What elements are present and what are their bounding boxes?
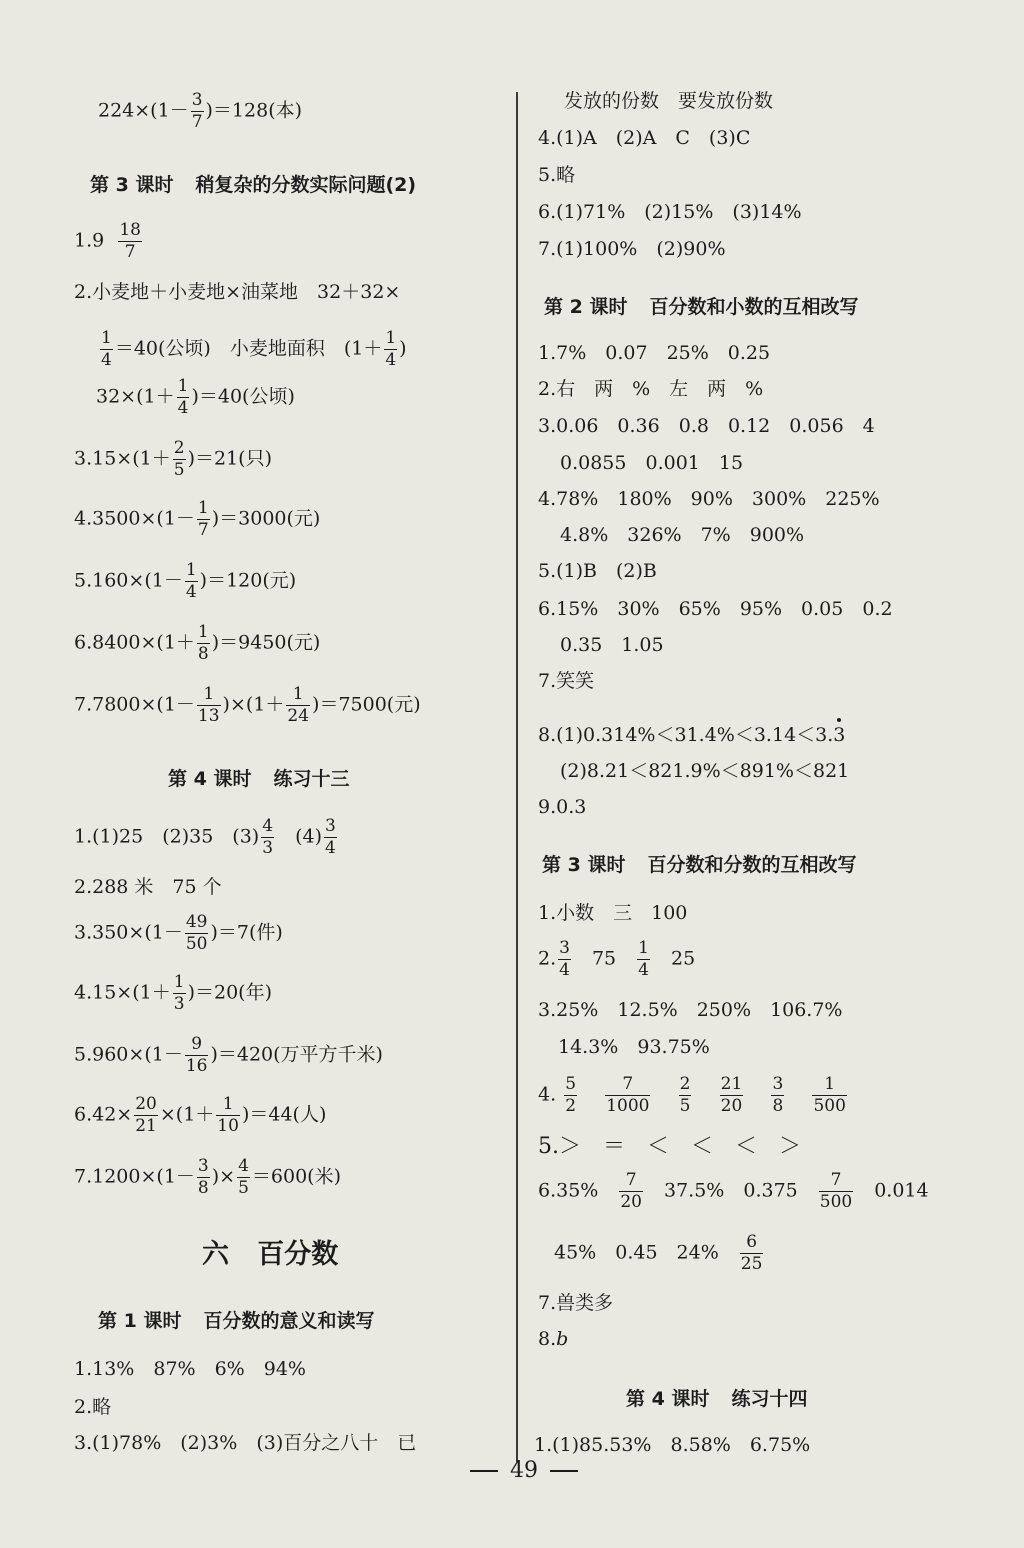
answer-line: 1.小数 三 100 xyxy=(538,902,688,924)
fraction: $\frac{1}{4}$ xyxy=(385,328,397,370)
lesson-heading: 第 3 课时 百分数和分数的互相改写 xyxy=(542,854,857,876)
answer-line: 7.兽类多 xyxy=(538,1292,614,1314)
answer-line: (2)8.21＜821.9%＜891%＜821 xyxy=(560,760,850,782)
answer-line: 5.略 xyxy=(538,164,576,186)
fraction: $\frac{1}{500}$ xyxy=(813,1074,846,1116)
fraction: $\frac{1}{13}$ xyxy=(197,684,220,726)
answer-line: 3.15×(1＋ $\frac{2}{5}$ )＝21(只) xyxy=(74,438,272,480)
fraction: $\frac{3}{7}$ xyxy=(191,90,203,132)
fraction: $\frac{21}{20}$ xyxy=(720,1074,743,1116)
answer-line: 1.(1)85.53% 8.58% 6.75% xyxy=(534,1434,811,1456)
answer-line: 5.(1)B (2)B xyxy=(538,560,657,582)
answer-line: 4.78% 180% 90% 300% 225% xyxy=(538,488,880,510)
chapter-title: 六 百分数 xyxy=(202,1239,339,1270)
answer-line: 6.35% $\frac{7}{20}$ 37.5% 0.375 $\frac{7}{500}$ 0.014 xyxy=(538,1170,929,1212)
fraction: $\frac{7}{500}$ xyxy=(819,1170,853,1212)
answer-line: 发放的份数 要发放份数 xyxy=(564,90,774,112)
answer-line: 3.25% 12.5% 250% 106.7% xyxy=(538,999,843,1021)
answer-line: 1.9 $\frac{18}{7}$ xyxy=(74,220,141,262)
answer-line: 2.略 xyxy=(74,1396,112,1418)
fraction: $\frac{1}{4}$ xyxy=(638,938,649,980)
answer-line: 4.15×(1＋ $\frac{1}{3}$ )＝20(年) xyxy=(74,972,272,1014)
fraction: $\frac{1}{4}$ xyxy=(101,328,112,370)
fraction: $\frac{7}{1000}$ xyxy=(606,1074,650,1116)
lesson-heading: 第 1 课时 百分数的意义和读写 xyxy=(98,1310,375,1332)
fraction: $\frac{6}{25}$ xyxy=(740,1232,763,1274)
lesson-heading: 第 4 课时 练习十四 xyxy=(626,1388,808,1410)
answer-line: 4.3500×(1－ $\frac{1}{7}$ )＝3000(元) xyxy=(74,498,321,540)
lesson-heading: 第 4 课时 练习十三 xyxy=(168,768,350,790)
answer-line: 2.小麦地＋小麦地×油菜地 32＋32× xyxy=(74,281,401,303)
answer-line: 32×(1＋ $\frac{1}{4}$ )＝40(公顷) xyxy=(96,376,295,418)
answer-line: 6.(1)71% (2)15% (3)14% xyxy=(538,201,802,223)
answer-line: 7.7800×(1－ $\frac{1}{13}$ )×(1＋ $\frac{1}{24}$ )＝7500(元) xyxy=(74,684,421,726)
fraction: $\frac{4}{5}$ xyxy=(238,1156,249,1198)
fraction: $\frac{1}{4}$ xyxy=(185,560,197,602)
answer-line: 8.b xyxy=(538,1328,569,1350)
answer-line: 6.15% 30% 65% 95% 0.05 0.2 xyxy=(538,598,893,620)
fraction: $\frac{2}{5}$ xyxy=(173,438,185,480)
answer-line: 5.960×(1－ $\frac{9}{16}$ )＝420(万平方千米) xyxy=(74,1034,383,1076)
lesson-heading: 第 2 课时 百分数和小数的互相改写 xyxy=(544,296,859,318)
fraction: $\frac{7}{20}$ xyxy=(620,1170,642,1212)
answer-line: 1.(1)25 (2)35 (3) $\frac{4}{3}$ (4) $\frac{3}{4}$ xyxy=(74,816,336,858)
answer-line: 3.350×(1－ $\frac{49}{50}$ )＝7(件) xyxy=(74,912,283,954)
answer-line: 5.160×(1－ $\frac{1}{4}$ )＝120(元) xyxy=(74,560,297,602)
answer-line: 2.288 米 75 个 xyxy=(74,876,222,898)
fraction: $\frac{18}{7}$ xyxy=(119,220,141,262)
fraction: $\frac{3}{4}$ xyxy=(559,938,570,980)
answer-line: 4.(1)A (2)A C (3)C xyxy=(538,127,751,149)
answer-line: 7.笑笑 xyxy=(538,670,595,692)
answer-line: 3.(1)78% (2)3% (3)百分之八十 已 xyxy=(74,1432,417,1454)
lesson-heading: 第 3 课时 稍复杂的分数实际问题(2) xyxy=(90,174,417,196)
repeating-digit: 3 xyxy=(833,724,846,746)
fraction: $\frac{1}{24}$ xyxy=(287,684,310,726)
fraction: $\frac{5}{2}$ xyxy=(565,1074,577,1116)
answer-line: 2. $\frac{3}{4}$ 75 $\frac{1}{4}$ 25 xyxy=(538,938,696,980)
answer-line: 1.7% 0.07 25% 0.25 xyxy=(538,342,771,364)
fraction: $\frac{2}{5}$ xyxy=(679,1074,691,1116)
fraction: $\frac{9}{16}$ xyxy=(185,1034,208,1076)
answer-line: 5.＞ ＝ ＜ ＜ ＜ ＞ xyxy=(538,1134,801,1159)
answer-line: 0.0855 0.001 15 xyxy=(560,452,744,474)
answer-line: 3.0.06 0.36 0.8 0.12 0.056 4 xyxy=(538,415,875,437)
fraction: $\frac{1}{8}$ xyxy=(197,622,209,664)
fraction: $\frac{3}{4}$ xyxy=(324,816,336,858)
answer-line: 6.8400×(1＋ $\frac{1}{8}$ )＝9450(元) xyxy=(74,622,321,664)
answer-line: 4. $\frac{5}{2}$ $\frac{7}{1000}$ $\frac{2}{5}$ $\frac{21}{20}$ $\frac{3}{8}$ $\frac{1}{500}$ xyxy=(538,1074,846,1116)
answer-line: 7.1200×(1－ $\frac{3}{8}$ )× $\frac{4}{5}$ ＝600(米) xyxy=(74,1156,341,1198)
fraction: $\frac{1}{4}$ xyxy=(177,376,189,418)
fraction: $\frac{1}{10}$ xyxy=(217,1094,239,1136)
fraction: $\frac{49}{50}$ xyxy=(185,912,208,954)
answer-line: $\frac{1}{4}$ ＝40(公顷) 小麦地面积 (1＋ $\frac{1}{4}$ ) xyxy=(101,328,407,370)
answer-line: 14.3% 93.75% xyxy=(558,1036,710,1058)
answer-line: 7.(1)100% (2)90% xyxy=(538,238,726,260)
answer-line: 4.8% 326% 7% 900% xyxy=(560,524,805,546)
answer-line: 6.42× $\frac{20}{21}$ ×(1＋ $\frac{1}{10}$ )＝44(人) xyxy=(74,1094,327,1136)
answer-line: 9.0.3 xyxy=(538,796,587,818)
fraction: $\frac{1}{3}$ xyxy=(173,972,185,1014)
page-number: 49 xyxy=(458,1458,590,1483)
fraction: $\frac{3}{8}$ xyxy=(772,1074,784,1116)
answer-line: 224×(1－ $\frac{3}{7}$ )＝128(本) xyxy=(98,90,303,132)
column-divider xyxy=(516,92,518,1462)
fraction: $\frac{1}{7}$ xyxy=(197,498,209,540)
answer-line: 0.35 1.05 xyxy=(560,634,664,656)
answer-line: 45% 0.45 24% $\frac{6}{25}$ xyxy=(554,1232,763,1274)
answer-line: 1.13% 87% 6% 94% xyxy=(74,1358,306,1380)
fraction: $\frac{3}{8}$ xyxy=(197,1156,209,1198)
answer-line: 8.(1)0.314%＜31.4%＜3.14＜3.3 xyxy=(538,724,846,746)
fraction: $\frac{20}{21}$ xyxy=(135,1094,157,1136)
fraction: $\frac{4}{3}$ xyxy=(262,816,274,858)
answer-line: 2.右 两 % 左 两 % xyxy=(538,378,764,400)
